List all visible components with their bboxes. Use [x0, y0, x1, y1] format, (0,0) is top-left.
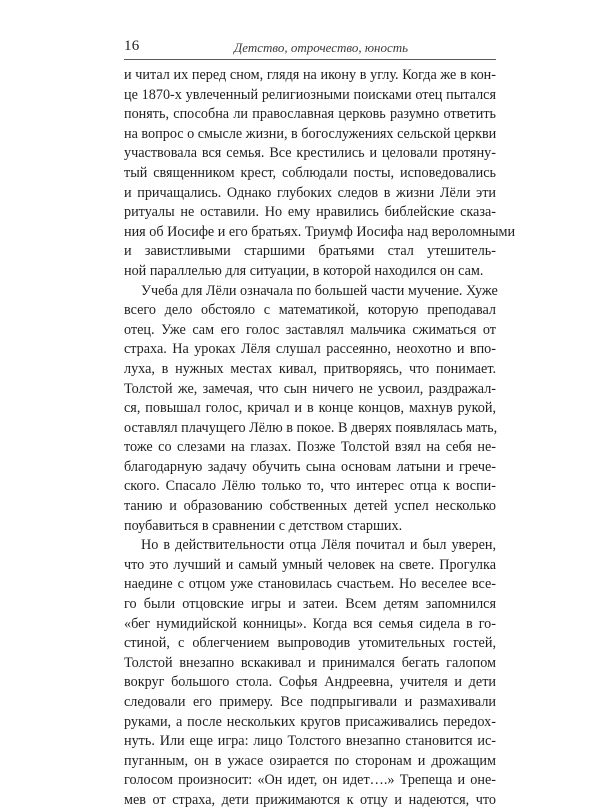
running-title: Детство, отрочество, юность	[234, 40, 409, 55]
text-line: го были отцовские игры и затеи. Всем детям запомнился	[124, 596, 496, 613]
text-line: участвовала вся семья. Все крестились и целовали протяну-	[124, 145, 496, 162]
text-line: голосом произносит: «Он идет, он идет….» Трепеща и оне-	[124, 772, 496, 789]
paragraph	[124, 536, 496, 810]
page-number: 16	[124, 38, 140, 54]
text-line: тоже со слезами на глазах. Позже Толстой взял на себя не-	[124, 439, 496, 456]
text-line: ся, повышал голос, кричал и в конце концов, махнув рукой,	[124, 400, 496, 417]
body-text	[124, 66, 516, 811]
text-line: це 1870-х увлеченный религиозными поисками отец пытался	[124, 86, 496, 103]
text-line: Толстой же, замечая, что сын ничего не усвоил, раздражал-	[124, 380, 496, 397]
text-line: страха. На уроках Лёля слушал рассеянно, неохотно и впо-	[124, 341, 496, 358]
paragraph	[124, 282, 496, 537]
text-line: наедине с отцом уже становилась счастьем. Но веселее все-	[124, 576, 496, 593]
text-line: поубавиться в сравнении с детством старших.	[124, 517, 403, 534]
text-line: понять, способна ли православная церковь разумно ответить	[124, 106, 496, 123]
text-line: и причащались. Однако глубоких следов в жизни Лёли эти	[124, 184, 496, 201]
text-line: что это лучший и самый умный человек на свете. Прогулка	[124, 556, 496, 573]
text-line: ния об Иосифе и его братьях. Триумф Иосифа над вероломными	[124, 223, 516, 240]
text-line: следовали его примеру. Все подпрыгивали и размахивали	[124, 694, 496, 710]
paragraph	[124, 66, 516, 282]
text-line: ной параллелью для ситуации, в которой находился он сам.	[124, 262, 484, 279]
text-line: всего дело обстояло с математикой, которую преподавал	[124, 302, 496, 319]
text-line: Учеба для Лёли означала по большей части мучение. Хуже	[141, 282, 498, 299]
text-line: луха, в нужных местах кивал, притворяясь, что понимает.	[124, 360, 496, 377]
text-line: Но в действительности отца Лёля почитал и был уверен,	[141, 537, 496, 554]
text-line: тый священником крест, соблюдали посты, исповедовались	[124, 164, 496, 181]
text-line: на вопрос о смысле жизни, в богослужениях сельской церкви	[124, 125, 497, 142]
text-line: танию и образованию собственных детей успел несколько	[124, 498, 496, 515]
running-head	[124, 36, 496, 62]
text-line: стиной, с облегчением выпроводив утомительных гостей,	[124, 635, 496, 652]
text-line: «бег нумидийской конницы». Когда вся семья сидела в го-	[124, 615, 496, 632]
text-line: вокруг большого стола. Софья Андреевна, учителя и дети	[124, 674, 496, 691]
text-line: благодарную задачу обучить сына основам латыни и грече-	[124, 458, 496, 475]
text-line: мев от страха, дети прижимаются к отцу и надеются, что	[124, 791, 496, 808]
text-line: ритуалы не оставили. Но ему нравились библейские сказа-	[124, 204, 496, 221]
text-line: Толстой внезапно вскакивал и принимался бегать галопом	[124, 654, 496, 671]
text-line: руками, а после нескольких кругов присаживались передох-	[124, 713, 496, 730]
text-line: нуть. Или еще игра: лицо Толстого внезапно становится ис-	[124, 733, 496, 750]
text-line: пуганным, он в ужасе озирается по сторонам и дрожащим	[124, 752, 496, 769]
text-line: и читал их перед сном, глядя на икону в углу. Когда же в кон-	[124, 67, 496, 83]
text-line: отец. Уже сам его голос заставлял мальчика сжиматься от	[124, 321, 496, 338]
header-rule	[124, 59, 496, 60]
text-line: и завистливыми старшими братьями стал утешитель-	[124, 243, 496, 260]
text-line: оставлял плачущего Лёлю в покое. В дверях появлялась мать,	[124, 419, 498, 436]
text-line: ского. Спасало Лёлю только то, что интерес отца к воспи-	[124, 478, 496, 495]
